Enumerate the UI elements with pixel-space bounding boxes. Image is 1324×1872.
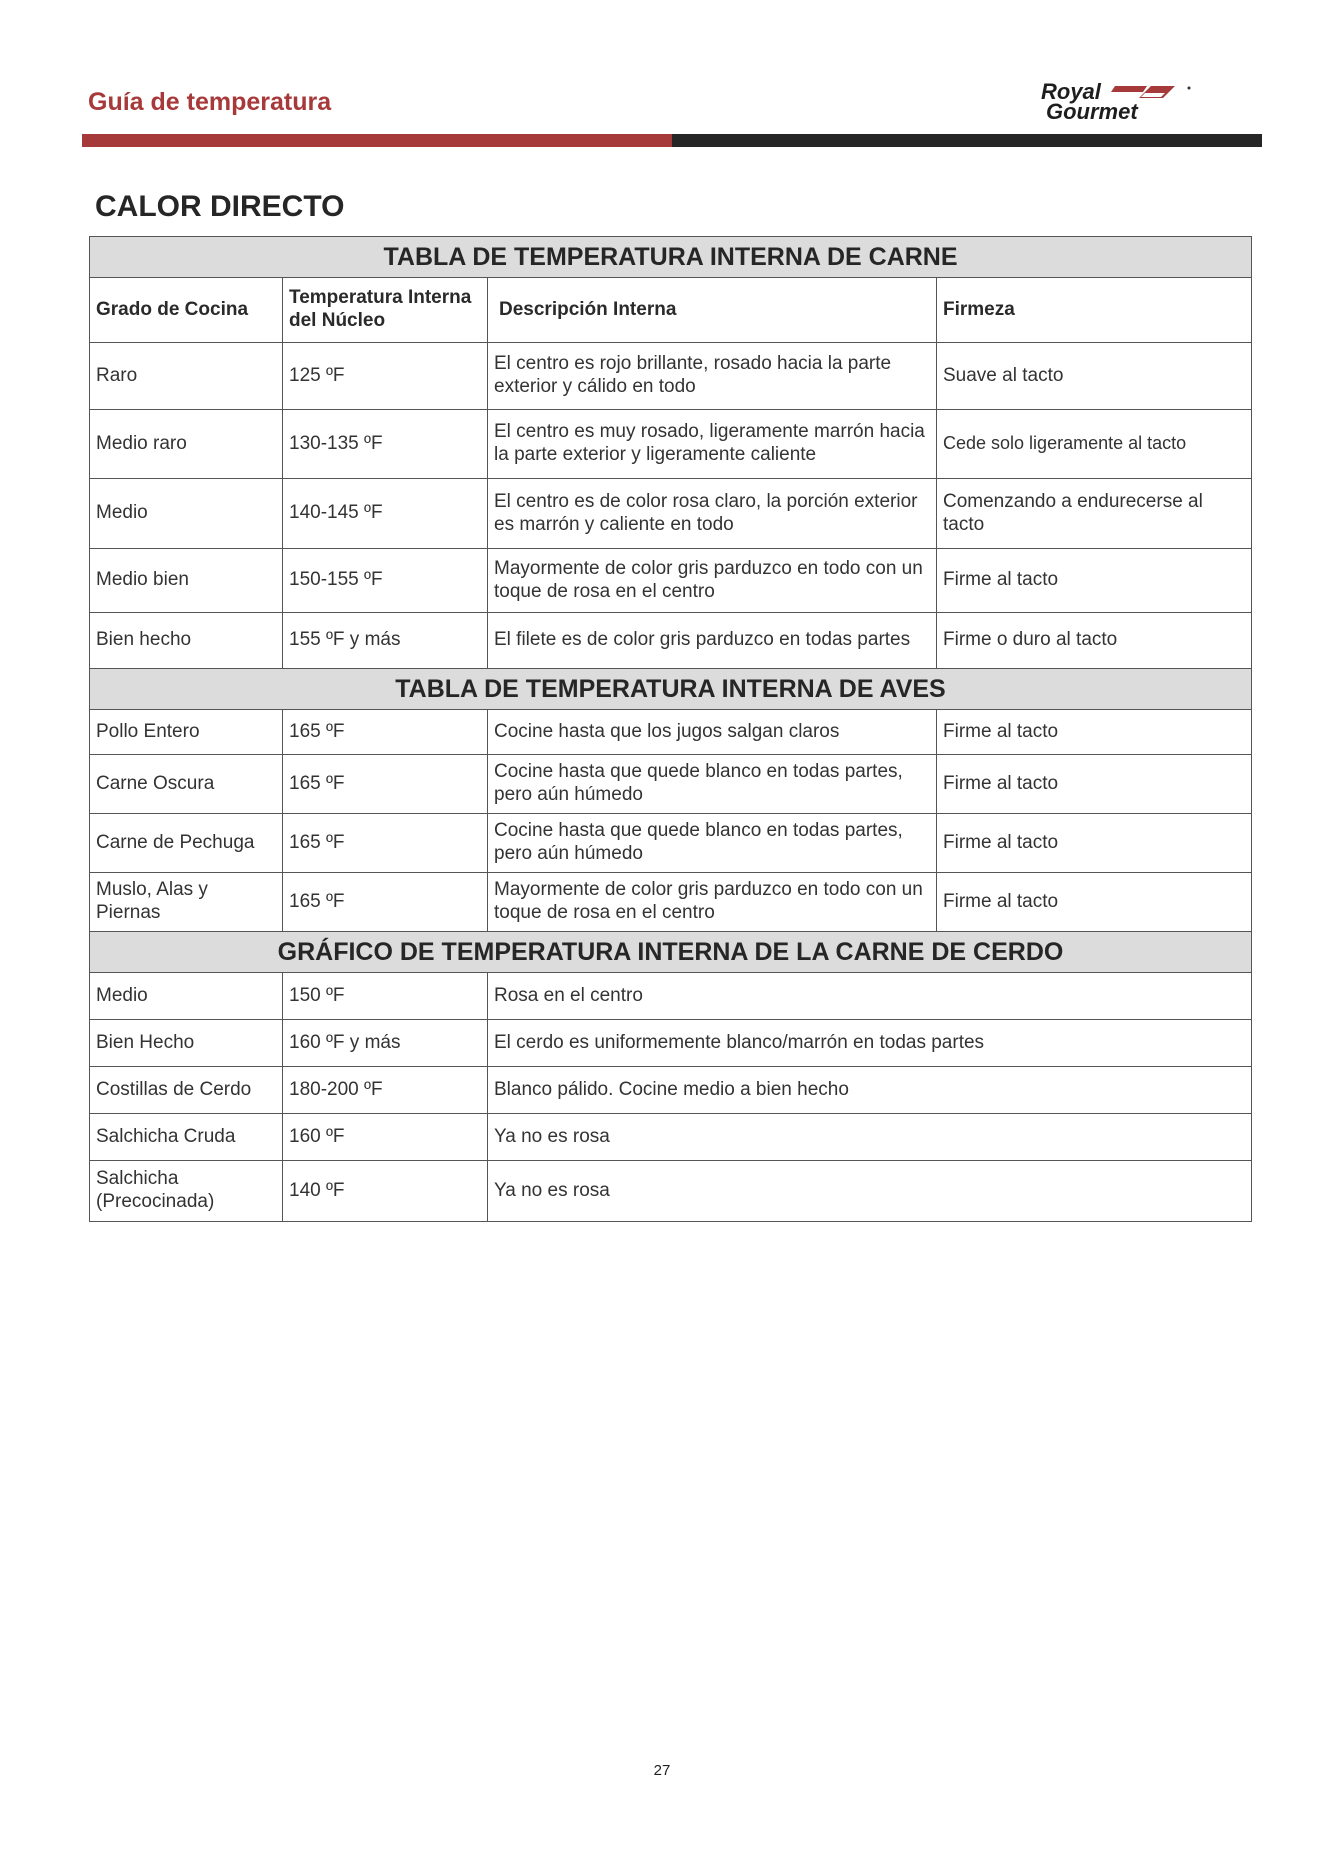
logo-text-line2: Gourmet bbox=[1046, 99, 1138, 122]
table-row bbox=[90, 710, 1252, 755]
cell-grado: Bien hecho bbox=[90, 613, 283, 669]
cell-grado: Bien Hecho bbox=[90, 1020, 283, 1067]
cell-firmeza: Suave al tacto bbox=[937, 343, 1252, 410]
table-row bbox=[90, 973, 1252, 1020]
cell-desc: Ya no es rosa bbox=[488, 1114, 1252, 1161]
cell-firmeza: Firme al tacto bbox=[937, 873, 1252, 932]
cell-temp: 140-145 ºF bbox=[283, 479, 488, 549]
cell-firmeza: Firme al tacto bbox=[937, 755, 1252, 814]
column-header-temperatura: Temperatura Interna del Núcleo bbox=[283, 278, 488, 343]
pork-table-title: GRÁFICO DE TEMPERATURA INTERNA DE LA CARNE DE CERDO bbox=[90, 932, 1252, 973]
table-row bbox=[90, 1114, 1252, 1161]
cell-grado: Medio bbox=[90, 479, 283, 549]
cell-grado: Carne Oscura bbox=[90, 755, 283, 814]
cell-firmeza: Firme al tacto bbox=[937, 814, 1252, 873]
cell-firmeza: Firme al tacto bbox=[937, 710, 1252, 755]
cell-grado: Costillas de Cerdo bbox=[90, 1067, 283, 1114]
cell-temp: 160 ºF bbox=[283, 1114, 488, 1161]
cell-temp: 130-135 ºF bbox=[283, 410, 488, 479]
cell-firmeza: Firme al tacto bbox=[937, 549, 1252, 613]
table-row bbox=[90, 343, 1252, 410]
table-row bbox=[90, 549, 1252, 613]
cell-firmeza: Firme o duro al tacto bbox=[937, 613, 1252, 669]
cell-desc: El filete es de color gris parduzco en todas partes bbox=[488, 613, 937, 669]
logo-text-line1: Royal bbox=[1041, 80, 1101, 104]
header-bar-dark bbox=[672, 134, 1262, 147]
beef-table-title: TABLA DE TEMPERATURA INTERNA DE CARNE bbox=[90, 237, 1252, 278]
cell-desc: El centro es muy rosado, ligeramente marrón hacia la parte exterior y ligeramente caliente bbox=[488, 410, 937, 479]
royal-gourmet-logo bbox=[1035, 80, 1231, 122]
page-number: 27 bbox=[653, 1762, 671, 1779]
table-row bbox=[90, 613, 1252, 669]
cell-desc: Ya no es rosa bbox=[488, 1161, 1252, 1222]
cell-temp: 125 ºF bbox=[283, 343, 488, 410]
cell-temp: 180-200 ºF bbox=[283, 1067, 488, 1114]
cell-desc: Rosa en el centro bbox=[488, 973, 1252, 1020]
cell-temp: 165 ºF bbox=[283, 755, 488, 814]
cell-temp: 140 ºF bbox=[283, 1161, 488, 1222]
header-bar-red bbox=[82, 134, 672, 147]
cell-temp: 150-155 ºF bbox=[283, 549, 488, 613]
poultry-table-title: TABLA DE TEMPERATURA INTERNA DE AVES bbox=[90, 669, 1252, 710]
cell-desc: El centro es rojo brillante, rosado hacia la parte exterior y cálido en todo bbox=[488, 343, 937, 410]
section-title: CALOR DIRECTO bbox=[95, 190, 345, 223]
column-header-grado: Grado de Cocina bbox=[90, 278, 283, 343]
cell-grado: Salchicha Cruda bbox=[90, 1114, 283, 1161]
table-row bbox=[90, 479, 1252, 549]
cell-firmeza: Cede solo ligeramente al tacto bbox=[937, 410, 1252, 479]
cell-grado: Pollo Entero bbox=[90, 710, 283, 755]
cell-firmeza: Comenzando a endurecerse al tacto bbox=[937, 479, 1252, 549]
cell-grado: Muslo, Alas y Piernas bbox=[90, 873, 283, 932]
cell-temp: 165 ºF bbox=[283, 710, 488, 755]
table-row bbox=[90, 1161, 1252, 1222]
column-header-descripcion: Descripción Interna bbox=[488, 278, 937, 343]
cell-desc: Cocine hasta que los jugos salgan claros bbox=[488, 710, 937, 755]
cell-temp: 155 ºF y más bbox=[283, 613, 488, 669]
table-row bbox=[90, 755, 1252, 814]
cell-desc: Mayormente de color gris parduzco en todo con un toque de rosa en el centro bbox=[488, 549, 937, 613]
cell-desc: Cocine hasta que quede blanco en todas partes, pero aún húmedo bbox=[488, 755, 937, 814]
cell-grado: Salchicha (Precocinada) bbox=[90, 1161, 283, 1222]
cell-desc: El cerdo es uniformemente blanco/marrón en todas partes bbox=[488, 1020, 1252, 1067]
cell-grado: Medio bbox=[90, 973, 283, 1020]
column-header-firmeza: Firmeza bbox=[937, 278, 1252, 343]
cell-temp: 150 ºF bbox=[283, 973, 488, 1020]
cell-grado: Medio bien bbox=[90, 549, 283, 613]
cell-grado: Raro bbox=[90, 343, 283, 410]
table-row bbox=[90, 1020, 1252, 1067]
cell-temp: 165 ºF bbox=[283, 873, 488, 932]
table-row bbox=[90, 1067, 1252, 1114]
cell-desc: Mayormente de color gris parduzco en todo con un toque de rosa en el centro bbox=[488, 873, 937, 932]
table-row bbox=[90, 873, 1252, 932]
table-row bbox=[90, 814, 1252, 873]
cell-grado: Medio raro bbox=[90, 410, 283, 479]
page-header-title: Guía de temperatura bbox=[88, 88, 332, 116]
table-row bbox=[90, 410, 1252, 479]
cell-temp: 160 ºF y más bbox=[283, 1020, 488, 1067]
cell-temp: 165 ºF bbox=[283, 814, 488, 873]
cell-desc: El centro es de color rosa claro, la porción exterior es marrón y caliente en todo bbox=[488, 479, 937, 549]
temperature-table bbox=[89, 236, 1252, 1222]
cell-grado: Carne de Pechuga bbox=[90, 814, 283, 873]
cell-desc: Blanco pálido. Cocine medio a bien hecho bbox=[488, 1067, 1252, 1114]
cell-desc: Cocine hasta que quede blanco en todas partes, pero aún húmedo bbox=[488, 814, 937, 873]
